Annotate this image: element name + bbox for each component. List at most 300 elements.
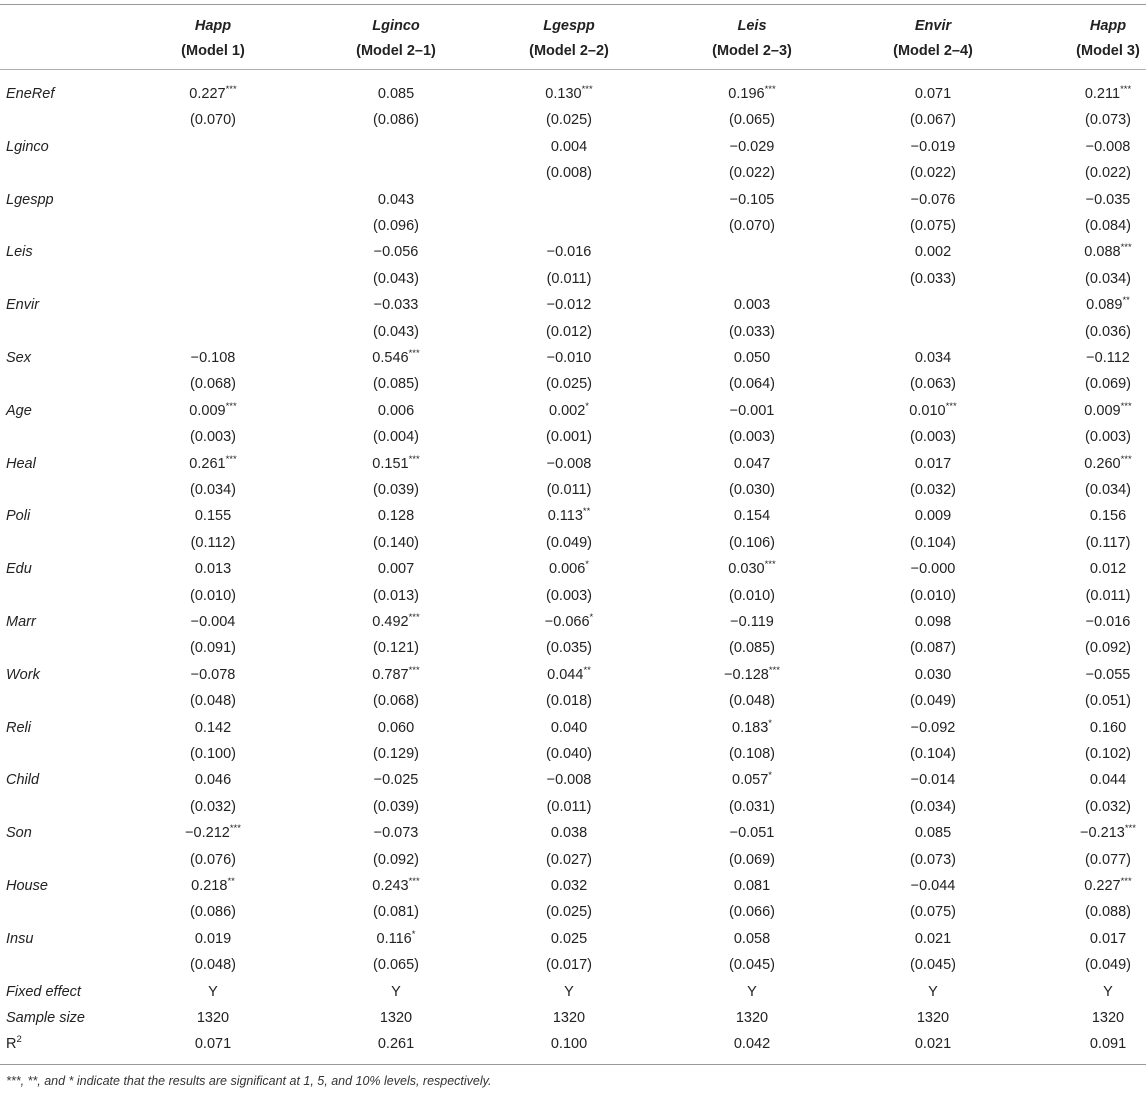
standard-error-value: (0.086) bbox=[190, 904, 236, 921]
standard-error-cell bbox=[1085, 165, 1131, 182]
row-label bbox=[6, 561, 32, 578]
standard-error-value: (0.010) bbox=[910, 587, 956, 604]
standard-error-value: (0.075) bbox=[910, 218, 956, 234]
coefficient-cell bbox=[728, 561, 775, 578]
standard-error-value: (0.084) bbox=[1085, 218, 1131, 234]
standard-error-cell bbox=[190, 799, 236, 816]
standard-error-value: (0.121) bbox=[373, 640, 419, 657]
standard-error-value: (0.033) bbox=[729, 323, 775, 340]
coefficient-cell bbox=[378, 720, 414, 737]
coefficient-value: 0.006 bbox=[377, 402, 415, 419]
coefficient-cell bbox=[734, 931, 770, 948]
coefficient-cell bbox=[374, 244, 419, 261]
coefficient-value: −0.014 bbox=[910, 772, 956, 789]
coefficient-cell bbox=[730, 139, 775, 156]
coefficient-cell bbox=[376, 928, 416, 948]
standard-error-value: (0.004) bbox=[373, 429, 419, 446]
footer-value-cell bbox=[734, 1036, 770, 1053]
standard-error-cell bbox=[373, 746, 419, 763]
standard-error-value: (0.140) bbox=[373, 534, 419, 551]
standard-error-cell bbox=[373, 482, 419, 499]
standard-error-value: (0.048) bbox=[190, 957, 236, 974]
standard-error-value: (0.049) bbox=[546, 534, 592, 551]
coefficient-cell bbox=[195, 508, 231, 525]
standard-error-value: (0.102) bbox=[1085, 746, 1131, 762]
coefficient-cell bbox=[734, 297, 770, 314]
standard-error-cell bbox=[910, 904, 956, 921]
coefficient-value: 0.021 bbox=[914, 930, 952, 947]
coefficient-cell bbox=[915, 86, 951, 103]
coefficient-value: −0.025 bbox=[373, 772, 419, 789]
coefficient-cell bbox=[911, 192, 956, 209]
coefficient-value: −0.010 bbox=[546, 350, 592, 366]
coefficient-cell bbox=[1084, 400, 1132, 420]
coefficient-value: 0.017 bbox=[1089, 930, 1127, 947]
coefficient-value: −0.029 bbox=[729, 138, 775, 155]
coefficient-cell bbox=[1080, 825, 1136, 842]
standard-error-value: (0.027) bbox=[546, 851, 592, 868]
row-label-text: Lgespp bbox=[6, 191, 54, 208]
standard-error-cell bbox=[546, 324, 592, 341]
standard-error-cell bbox=[190, 746, 236, 763]
standard-error-cell bbox=[910, 271, 956, 288]
standard-error-cell bbox=[190, 852, 236, 869]
row-label bbox=[6, 403, 32, 420]
standard-error-value: (0.003) bbox=[546, 587, 592, 604]
standard-error-cell bbox=[373, 799, 419, 816]
coefficient-value: 0.050 bbox=[733, 350, 771, 366]
standard-error-value: (0.077) bbox=[1085, 851, 1131, 868]
significance-stars: *** bbox=[408, 612, 420, 624]
standard-error-cell bbox=[910, 588, 956, 605]
standard-error-value: (0.025) bbox=[546, 376, 592, 393]
column-model-label: (Model 2–4) bbox=[893, 43, 973, 59]
significance-stars: *** bbox=[945, 400, 957, 412]
coefficient-cell bbox=[730, 192, 775, 209]
coefficient-value: 0.156 bbox=[1089, 508, 1127, 525]
coefficient-cell bbox=[547, 772, 592, 789]
footer-value-cell bbox=[915, 1036, 951, 1053]
standard-error-value: (0.017) bbox=[546, 957, 592, 974]
coefficient-cell bbox=[189, 400, 237, 420]
coefficient-value: 0.002 bbox=[549, 402, 586, 419]
coefficient-value: 0.154 bbox=[733, 508, 771, 525]
coefficient-value: 0.243 bbox=[372, 878, 409, 894]
row-label-text: Envir bbox=[6, 297, 40, 314]
significance-stars: * bbox=[585, 559, 589, 571]
coefficient-value: 0.006 bbox=[549, 561, 586, 578]
standard-error-cell bbox=[1085, 376, 1131, 393]
standard-error-cell bbox=[190, 640, 236, 657]
standard-error-cell bbox=[729, 852, 775, 869]
standard-error-value: (0.075) bbox=[910, 904, 956, 921]
footer-value-cell bbox=[378, 1036, 414, 1053]
standard-error-cell bbox=[910, 535, 956, 552]
column-header-variable bbox=[1090, 18, 1126, 35]
standard-error-value: (0.092) bbox=[373, 851, 419, 868]
footer-value-cell bbox=[553, 1010, 585, 1027]
coefficient-value: 0.546 bbox=[372, 350, 409, 366]
standard-error-cell bbox=[1085, 482, 1131, 499]
table-header-rule bbox=[0, 69, 1146, 70]
footer-row-label-text: Fixed effect bbox=[6, 983, 81, 1000]
standard-error-cell bbox=[190, 482, 236, 499]
coefficient-value: −0.119 bbox=[730, 614, 774, 630]
standard-error-cell bbox=[1086, 535, 1131, 552]
standard-error-value: (0.069) bbox=[1085, 376, 1131, 393]
coefficient-value: 0.030 bbox=[914, 666, 952, 683]
coefficient-value: −0.033 bbox=[373, 297, 419, 314]
standard-error-cell bbox=[190, 112, 236, 129]
coefficient-cell bbox=[911, 772, 956, 789]
coefficient-cell bbox=[728, 86, 775, 103]
footer-row-label bbox=[6, 1036, 22, 1053]
footer-value-cell bbox=[1092, 1010, 1124, 1027]
coefficient-cell bbox=[547, 297, 592, 314]
footer-value-cell bbox=[380, 1010, 412, 1027]
standard-error-value: (0.063) bbox=[910, 376, 956, 393]
standard-error-cell bbox=[910, 957, 956, 974]
coefficient-value: 0.057 bbox=[732, 772, 769, 789]
standard-error-value: (0.034) bbox=[1085, 482, 1131, 498]
coefficient-cell bbox=[549, 561, 589, 578]
standard-error-cell bbox=[373, 376, 419, 393]
standard-error-cell bbox=[373, 588, 419, 605]
standard-error-value: (0.068) bbox=[190, 376, 236, 393]
column-header-model bbox=[181, 43, 245, 60]
coefficient-cell bbox=[551, 878, 587, 895]
significance-stars: *** bbox=[408, 664, 420, 676]
coefficient-value: 0.142 bbox=[194, 719, 232, 736]
standard-error-value: (0.011) bbox=[546, 482, 592, 498]
column-header-variable bbox=[195, 18, 231, 35]
coefficient-cell bbox=[547, 664, 591, 684]
row-label bbox=[6, 720, 31, 737]
coefficient-value: −0.212 bbox=[185, 825, 230, 842]
standard-error-value: (0.065) bbox=[729, 112, 775, 129]
standard-error-value: (0.076) bbox=[190, 851, 236, 868]
standard-error-value: (0.012) bbox=[546, 323, 592, 340]
standard-error-cell bbox=[1085, 112, 1131, 129]
standard-error-cell bbox=[190, 904, 236, 921]
coefficient-cell bbox=[915, 244, 951, 261]
column-variable-name: Lgespp bbox=[543, 18, 595, 34]
coefficient-value: 0.160 bbox=[1089, 719, 1127, 736]
significance-stars: ** bbox=[227, 876, 235, 888]
standard-error-value: (0.034) bbox=[910, 798, 956, 815]
column-model-label: (Model 2–3) bbox=[712, 43, 792, 59]
coefficient-value: 0.227 bbox=[189, 86, 226, 102]
significance-stars: *** bbox=[1120, 876, 1132, 888]
standard-error-cell bbox=[729, 324, 775, 341]
standard-error-value: (0.022) bbox=[1085, 165, 1131, 182]
coefficient-value: 0.081 bbox=[733, 878, 771, 894]
coefficient-cell bbox=[551, 139, 587, 156]
standard-error-value: (0.045) bbox=[910, 957, 956, 974]
coefficient-cell bbox=[551, 825, 587, 842]
coefficient-value: −0.078 bbox=[190, 666, 236, 683]
column-model-label: (Model 2–1) bbox=[356, 43, 436, 59]
coefficient-cell bbox=[1086, 139, 1131, 156]
column-variable-name: Envir bbox=[914, 18, 952, 34]
standard-error-value: (0.040) bbox=[546, 746, 592, 762]
column-model-label: (Model 3) bbox=[1076, 43, 1140, 59]
standard-error-cell bbox=[373, 324, 419, 341]
column-header-variable bbox=[737, 18, 766, 35]
standard-error-value: (0.001) bbox=[546, 429, 592, 446]
standard-error-cell bbox=[729, 482, 775, 499]
standard-error-cell bbox=[729, 112, 775, 129]
standard-error-cell bbox=[910, 852, 956, 869]
footer-row-label-text: Sample size bbox=[6, 1010, 85, 1026]
coefficient-cell bbox=[185, 825, 241, 842]
standard-error-value: (0.081) bbox=[373, 904, 419, 921]
coefficient-cell bbox=[732, 717, 772, 737]
standard-error-cell bbox=[373, 852, 419, 869]
coefficient-value: 0.492 bbox=[372, 614, 409, 630]
coefficient-cell bbox=[909, 400, 957, 420]
standard-error-value: (0.085) bbox=[729, 640, 775, 657]
standard-error-value: (0.031) bbox=[729, 798, 775, 815]
standard-error-cell bbox=[729, 165, 775, 182]
coefficient-value: −0.056 bbox=[373, 244, 419, 261]
coefficient-value: 0.085 bbox=[377, 86, 415, 102]
row-label-text: Work bbox=[6, 666, 40, 683]
column-model-label: (Model 1) bbox=[181, 43, 245, 59]
coefficient-value: 0.088 bbox=[1084, 244, 1121, 261]
standard-error-value: (0.067) bbox=[910, 112, 956, 129]
standard-error-cell bbox=[190, 429, 236, 446]
coefficient-cell bbox=[374, 297, 419, 314]
coefficient-cell bbox=[734, 878, 770, 895]
coefficient-value: 0.013 bbox=[194, 561, 232, 578]
standard-error-cell bbox=[910, 218, 956, 235]
standard-error-cell bbox=[547, 799, 592, 816]
standard-error-value: (0.112) bbox=[190, 534, 236, 551]
coefficient-value: −0.108 bbox=[190, 350, 236, 366]
footer-value-cell bbox=[1103, 984, 1113, 1001]
footer-value-cell bbox=[391, 984, 401, 1001]
coefficient-cell bbox=[1086, 667, 1131, 684]
footer-value: 0.261 bbox=[377, 1036, 415, 1053]
footer-value: 1320 bbox=[916, 1010, 950, 1026]
coefficient-value: −0.016 bbox=[1085, 614, 1131, 630]
row-label bbox=[6, 192, 54, 209]
standard-error-cell bbox=[373, 957, 419, 974]
coefficient-cell bbox=[730, 825, 775, 842]
coefficient-value: −0.044 bbox=[910, 878, 956, 894]
standard-error-cell bbox=[729, 588, 775, 605]
coefficient-value: 0.098 bbox=[914, 614, 952, 630]
standard-error-value: (0.011) bbox=[546, 270, 592, 287]
standard-error-value: (0.085) bbox=[373, 376, 419, 393]
coefficient-cell bbox=[734, 350, 770, 367]
standard-error-value: (0.129) bbox=[373, 746, 419, 762]
coefficient-cell bbox=[724, 664, 780, 684]
standard-error-cell bbox=[1085, 324, 1131, 341]
column-header-variable bbox=[372, 18, 420, 35]
column-variable-name: Happ bbox=[1089, 18, 1127, 34]
coefficient-cell bbox=[734, 456, 770, 473]
row-label-text: House bbox=[6, 878, 48, 894]
standard-error-cell bbox=[547, 482, 592, 499]
standard-error-value: (0.018) bbox=[546, 693, 592, 710]
footer-value: 1320 bbox=[379, 1010, 413, 1026]
coefficient-cell bbox=[378, 561, 414, 578]
coefficient-cell bbox=[915, 614, 951, 631]
coefficient-cell bbox=[195, 772, 231, 789]
row-label-text: Insu bbox=[6, 930, 34, 947]
coefficient-value: 0.009 bbox=[1084, 402, 1121, 419]
standard-error-cell bbox=[373, 535, 419, 552]
coefficient-cell bbox=[1086, 297, 1130, 314]
coefficient-cell bbox=[1090, 508, 1126, 525]
standard-error-cell bbox=[729, 376, 775, 393]
standard-error-cell bbox=[729, 904, 775, 921]
footer-value: Y bbox=[928, 983, 938, 1000]
significance-stars: *** bbox=[225, 453, 237, 465]
coefficient-cell bbox=[189, 453, 237, 473]
coefficient-value: 0.002 bbox=[914, 244, 952, 261]
significance-stars: * bbox=[768, 717, 772, 729]
footer-value: 1320 bbox=[552, 1010, 586, 1026]
coefficient-value: 0.260 bbox=[1084, 455, 1121, 472]
standard-error-value: (0.033) bbox=[910, 270, 956, 287]
row-label bbox=[6, 350, 31, 367]
footer-value-cell bbox=[747, 984, 757, 1001]
coefficient-cell bbox=[1084, 453, 1132, 473]
footer-row-label bbox=[6, 984, 81, 1001]
standard-error-value: (0.036) bbox=[1085, 323, 1131, 340]
coefficient-cell bbox=[372, 614, 419, 631]
footer-value-cell bbox=[195, 1036, 231, 1053]
standard-error-cell bbox=[1085, 904, 1131, 921]
standard-error-value: (0.065) bbox=[373, 957, 419, 974]
standard-error-cell bbox=[373, 271, 419, 288]
coefficient-value: −0.001 bbox=[729, 402, 775, 419]
standard-error-cell bbox=[910, 376, 956, 393]
standard-error-value: (0.010) bbox=[190, 587, 236, 604]
coefficient-value: −0.076 bbox=[910, 191, 956, 208]
coefficient-cell bbox=[374, 772, 419, 789]
column-model-label: (Model 2–2) bbox=[529, 43, 609, 59]
footer-value-cell bbox=[551, 1036, 587, 1053]
significance-stars: * bbox=[589, 612, 594, 624]
standard-error-value: (0.100) bbox=[190, 746, 236, 762]
coefficient-value: −0.004 bbox=[190, 614, 236, 630]
column-header-model bbox=[712, 43, 792, 60]
standard-error-value: (0.003) bbox=[190, 429, 236, 446]
standard-error-cell bbox=[910, 799, 956, 816]
coefficient-value: −0.073 bbox=[373, 825, 419, 842]
coefficient-cell bbox=[1090, 561, 1126, 578]
coefficient-cell bbox=[195, 720, 231, 737]
coefficient-value: 0.043 bbox=[377, 191, 415, 208]
standard-error-cell bbox=[729, 535, 775, 552]
row-label-text: Lginco bbox=[6, 138, 49, 155]
standard-error-cell bbox=[373, 112, 419, 129]
standard-error-cell bbox=[546, 112, 592, 129]
coefficient-cell bbox=[1084, 878, 1131, 895]
standard-error-cell bbox=[546, 165, 592, 182]
standard-error-cell bbox=[373, 218, 419, 235]
coefficient-cell bbox=[915, 456, 951, 473]
coefficient-value: −0.112 bbox=[1086, 350, 1130, 366]
coefficient-cell bbox=[372, 453, 420, 473]
standard-error-cell bbox=[1085, 799, 1131, 816]
significance-stars: *** bbox=[1124, 823, 1136, 835]
footer-value: 0.091 bbox=[1089, 1036, 1127, 1053]
standard-error-cell bbox=[729, 429, 775, 446]
footer-value: 0.021 bbox=[914, 1036, 952, 1053]
significance-stars: *** bbox=[225, 84, 237, 96]
coefficient-cell bbox=[915, 667, 951, 684]
footer-value-cell bbox=[197, 1010, 229, 1027]
coefficient-cell bbox=[372, 878, 419, 895]
standard-error-value: (0.048) bbox=[190, 693, 236, 710]
standard-error-value: (0.043) bbox=[373, 270, 419, 287]
coefficient-value: 0.116 bbox=[376, 930, 412, 947]
coefficient-value: −0.105 bbox=[729, 191, 775, 208]
row-label bbox=[6, 86, 54, 103]
coefficient-cell bbox=[545, 86, 592, 103]
coefficient-value: 0.183 bbox=[732, 719, 769, 736]
standard-error-cell bbox=[729, 693, 775, 710]
coefficient-cell bbox=[374, 825, 419, 842]
row-label-text: Age bbox=[6, 402, 32, 419]
row-label-text: Sex bbox=[6, 350, 31, 366]
coefficient-cell bbox=[911, 561, 956, 578]
coefficient-value: −0.012 bbox=[546, 297, 592, 314]
coefficient-cell bbox=[732, 772, 772, 789]
footer-row-label bbox=[6, 1010, 85, 1027]
coefficient-value: −0.055 bbox=[1085, 666, 1131, 683]
coefficient-value: 0.030 bbox=[728, 561, 765, 578]
footer-value: Y bbox=[747, 983, 757, 1000]
coefficient-cell bbox=[547, 244, 592, 261]
coefficient-value: 0.019 bbox=[194, 930, 232, 947]
row-label bbox=[6, 825, 32, 842]
coefficient-value: 0.196 bbox=[728, 86, 765, 102]
significance-stars: *** bbox=[408, 876, 420, 888]
standard-error-value: (0.091) bbox=[190, 640, 236, 657]
standard-error-cell bbox=[373, 693, 419, 710]
significance-stars: *** bbox=[1120, 453, 1132, 465]
coefficient-value: 0.034 bbox=[914, 350, 952, 366]
standard-error-value: (0.096) bbox=[373, 218, 419, 234]
standard-error-cell bbox=[910, 112, 956, 129]
coefficient-cell bbox=[551, 720, 587, 737]
coefficient-value: 0.218 bbox=[191, 878, 228, 894]
coefficient-value: 0.089 bbox=[1086, 297, 1123, 314]
row-label bbox=[6, 139, 49, 156]
row-label bbox=[6, 931, 33, 948]
coefficient-cell bbox=[189, 86, 236, 103]
column-variable-name: Leis bbox=[737, 18, 767, 34]
significance-stars: * bbox=[585, 400, 589, 412]
significance-stars: ** bbox=[582, 506, 591, 518]
row-label-text: Poli bbox=[6, 508, 31, 525]
coefficient-cell bbox=[191, 878, 235, 895]
coefficient-cell bbox=[191, 667, 236, 684]
standard-error-cell bbox=[910, 165, 956, 182]
standard-error-value: (0.069) bbox=[729, 851, 775, 868]
standard-error-value: (0.003) bbox=[1085, 429, 1131, 446]
footer-value-cell bbox=[208, 984, 218, 1001]
significance-stars: *** bbox=[408, 453, 420, 465]
coefficient-value: 0.012 bbox=[1089, 561, 1127, 578]
standard-error-value: (0.117) bbox=[1085, 534, 1131, 551]
